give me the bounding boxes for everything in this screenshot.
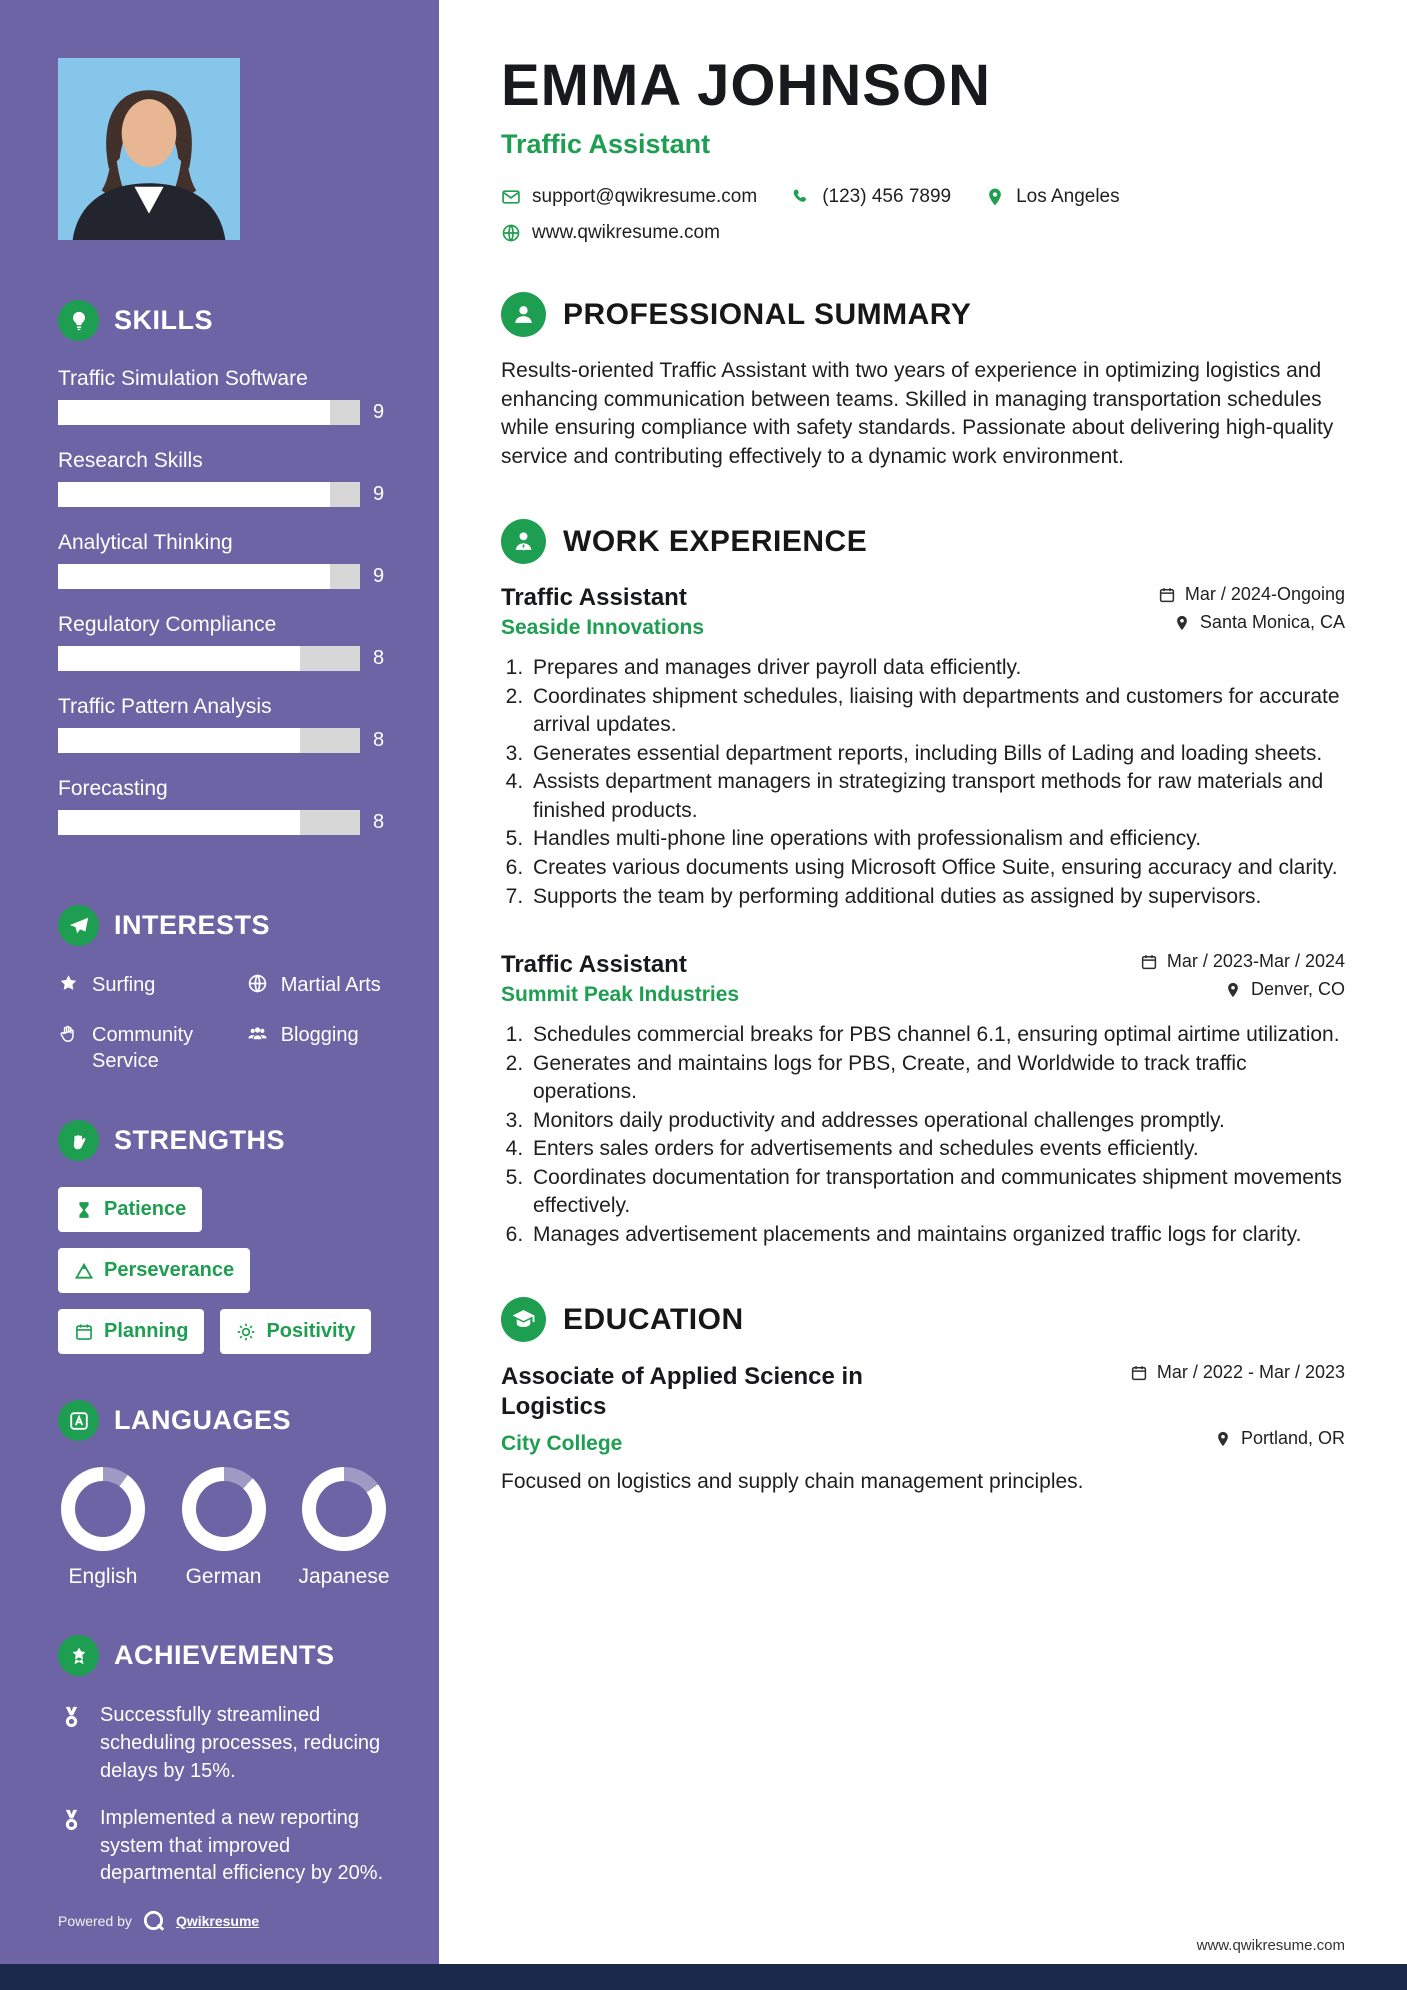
job-bullet: 2. Generates and maintains logs for PBS, Create, and Worldwide to track traffic operations. <box>529 1050 1345 1107</box>
person-name: EMMA JOHNSON <box>501 53 991 118</box>
language-donut-chart <box>61 1467 145 1551</box>
skill-score: 9 <box>373 401 385 424</box>
website-text: www.qwikresume.com <box>532 222 720 243</box>
skill-score: 9 <box>373 565 385 588</box>
job-bullet: 4. Enters sales orders for advertisements and schedules events efficiently. <box>529 1135 1345 1164</box>
skill-bar-fill <box>58 482 330 507</box>
experience-entry <box>501 951 1345 1249</box>
job-role: Traffic Assistant <box>501 584 687 612</box>
job-bullet: 1. Prepares and manages driver payroll data efficiently. <box>529 654 1345 683</box>
skill-bar <box>58 810 360 835</box>
achievement-text: Implemented a new reporting system that improved departmental efficiency by 20%. <box>100 1807 384 1885</box>
interest-label: Surfing <box>92 974 156 997</box>
skill-bar-fill <box>58 810 300 835</box>
person-tie-icon <box>501 519 546 564</box>
languages-section <box>58 1400 395 1589</box>
skill-score: 8 <box>373 647 385 670</box>
skill-label: Forecasting <box>58 777 168 801</box>
skill-bar-fill <box>58 646 300 671</box>
education-school: City College <box>501 1432 623 1456</box>
summary-section <box>501 292 1345 471</box>
calendar-icon <box>74 1322 94 1342</box>
achievement-item <box>58 1805 395 1888</box>
skill-item <box>58 695 395 753</box>
skill-label: Traffic Pattern Analysis <box>58 695 272 719</box>
powered-by-label: Powered by <box>58 1913 132 1929</box>
users-icon <box>247 1023 268 1044</box>
skill-item <box>58 531 395 589</box>
skill-bar-fill <box>58 400 330 425</box>
location-pin-icon <box>985 187 1005 207</box>
skills-title: SKILLS <box>114 305 214 336</box>
skill-label: Traffic Simulation Software <box>58 367 308 391</box>
hand-icon <box>58 1023 79 1044</box>
phone-icon <box>791 187 811 207</box>
skill-label: Regulatory Compliance <box>58 613 277 637</box>
skill-bar <box>58 728 360 753</box>
language-label: Japanese <box>298 1565 390 1589</box>
skill-bar <box>58 400 360 425</box>
strength-label: Planning <box>104 1320 189 1343</box>
location-contact <box>985 186 1120 208</box>
sidebar <box>0 0 439 1990</box>
skill-item <box>58 449 395 507</box>
skill-bar <box>58 564 360 589</box>
bulb-icon <box>58 300 99 341</box>
interest-label: Blogging <box>280 1024 359 1047</box>
interest-label: Community Service <box>92 1024 194 1073</box>
skill-label: Research Skills <box>58 449 203 473</box>
job-dates <box>1158 584 1345 605</box>
strengths-section <box>58 1120 395 1354</box>
job-dates <box>1140 951 1345 972</box>
job-location-text: Santa Monica, CA <box>1199 612 1345 633</box>
star-icon <box>58 973 79 994</box>
medal-icon <box>58 1807 85 1834</box>
language-item <box>299 1467 389 1589</box>
interest-item <box>58 1022 247 1074</box>
mountain-icon <box>74 1261 94 1281</box>
skill-item <box>58 777 395 835</box>
language-item <box>179 1467 269 1589</box>
medal-icon <box>58 1704 85 1731</box>
calendar-icon <box>1140 953 1158 971</box>
email-contact[interactable] <box>501 186 757 208</box>
job-bullet: 2. Coordinates shipment schedules, liaising with departments and customers for accurate arrival updates. <box>529 683 1345 740</box>
skill-score: 8 <box>373 729 385 752</box>
skill-bar <box>58 646 360 671</box>
main-content <box>439 0 1407 1990</box>
strength-chip <box>58 1187 202 1232</box>
interests-title: INTERESTS <box>114 910 271 941</box>
job-bullet: 6. Manages advertisement placements and maintains organized traffic logs for clarity. <box>529 1221 1345 1250</box>
hourglass-icon <box>74 1200 94 1220</box>
job-bullet-list <box>501 654 1345 911</box>
job-bullet: 6. Creates various documents using Microsoft Office Suite, ensuring accuracy and clarity. <box>529 854 1345 883</box>
job-bullet-list <box>501 1021 1345 1249</box>
profile-photo <box>58 58 240 240</box>
location-text: Los Angeles <box>1016 186 1120 207</box>
strength-chip <box>58 1309 204 1354</box>
interest-item <box>247 1022 395 1074</box>
job-company: Summit Peak Industries <box>501 983 740 1007</box>
envelope-icon <box>501 187 521 207</box>
interest-label: Martial Arts <box>280 974 381 997</box>
job-bullet: 5. Coordinates documentation for transportation and communicates shipment movements effectively. <box>529 1164 1345 1221</box>
experience-section <box>501 519 1345 1249</box>
bottom-bar <box>0 1964 1407 1990</box>
skills-section <box>58 300 395 859</box>
skill-label: Analytical Thinking <box>58 531 233 555</box>
job-bullet: 5. Handles multi-phone line operations with professionalism and efficiency. <box>529 825 1345 854</box>
qwikresume-brand-link[interactable]: Qwikresume <box>175 1913 260 1929</box>
languages-title: LANGUAGES <box>114 1405 292 1436</box>
language-label: English <box>68 1565 138 1589</box>
globe-icon <box>247 973 268 994</box>
pin-icon <box>1214 1430 1232 1448</box>
person-job-title: Traffic Assistant <box>501 129 711 159</box>
achievement-item <box>58 1702 395 1785</box>
skill-item <box>58 367 395 425</box>
sun-icon <box>236 1322 256 1342</box>
resume-header <box>501 52 1345 244</box>
achievement-text: Successfully streamlined scheduling processes, reducing delays by 15%. <box>100 1704 381 1782</box>
education-dates-text: Mar / 2022 - Mar / 2023 <box>1156 1362 1345 1383</box>
summary-text: Results-oriented Traffic Assistant with two years of experience in optimizing logistics and enhancing communication between teams. Skilled in managing transportation schedules while ensuring compliance with safety standards. Passionate about delivering high-quality service and contributing effectively to a dynamic work environment. <box>501 359 1334 468</box>
job-location <box>1173 612 1345 633</box>
pin-icon <box>1173 614 1191 632</box>
skill-item <box>58 613 395 671</box>
powered-by <box>58 1908 395 1934</box>
job-bullet: 1. Schedules commercial breaks for PBS channel 6.1, ensuring optimal airtime utilization. <box>529 1021 1345 1050</box>
website-contact[interactable] <box>501 222 720 244</box>
education-section <box>501 1297 1345 1494</box>
education-title: EDUCATION <box>563 1302 744 1336</box>
calendar-icon <box>1130 1364 1148 1382</box>
person-icon <box>501 292 546 337</box>
footer-website-link[interactable]: www.qwikresume.com <box>1196 1937 1345 1954</box>
paper-plane-icon <box>58 905 99 946</box>
interests-section <box>58 905 395 1074</box>
strength-chip <box>220 1309 371 1354</box>
job-role: Traffic Assistant <box>501 951 687 979</box>
experience-title: WORK EXPERIENCE <box>563 524 868 558</box>
job-bullet: 4. Assists department managers in strategizing transport methods for raw materials and finished products. <box>529 768 1345 825</box>
summary-title: PROFESSIONAL SUMMARY <box>563 297 972 331</box>
phone-text: (123) 456 7899 <box>822 186 952 207</box>
job-company: Seaside Innovations <box>501 616 705 640</box>
education-degree: Associate of Applied Science in Logistics <box>501 1363 863 1421</box>
job-bullet: 3. Generates essential department reports, including Bills of Lading and loading sheets. <box>529 740 1345 769</box>
profile-photo-illustration <box>58 58 240 240</box>
job-bullet: 3. Monitors daily productivity and addresses operational challenges promptly. <box>529 1107 1345 1136</box>
skill-score: 9 <box>373 483 385 506</box>
language-label: German <box>185 1565 262 1589</box>
education-location <box>1214 1428 1345 1449</box>
job-location-text: Denver, CO <box>1250 979 1345 1000</box>
strength-chip <box>58 1248 250 1293</box>
pin-icon <box>1224 981 1242 999</box>
job-dates-text: Mar / 2024-Ongoing <box>1184 584 1345 605</box>
education-location-text: Portland, OR <box>1240 1428 1345 1449</box>
calendar-icon <box>1158 586 1176 604</box>
interest-item <box>58 972 247 998</box>
star-badge-icon <box>58 1635 99 1676</box>
fist-icon <box>58 1120 99 1161</box>
achievements-title: ACHIEVEMENTS <box>114 1640 335 1671</box>
language-donut-chart <box>302 1467 386 1551</box>
strengths-title: STRENGTHS <box>114 1125 286 1156</box>
skill-score: 8 <box>373 811 385 834</box>
skill-bar-fill <box>58 564 330 589</box>
strength-label: Patience <box>104 1198 187 1221</box>
language-icon <box>58 1400 99 1441</box>
language-item <box>58 1467 148 1589</box>
email-text: support@qwikresume.com <box>532 186 758 207</box>
achievements-section <box>58 1635 395 1908</box>
skill-bar-fill <box>58 728 300 753</box>
education-entry <box>501 1362 1345 1494</box>
skill-bar <box>58 482 360 507</box>
qwikresume-logo-icon <box>141 1908 167 1934</box>
strength-label: Perseverance <box>104 1259 235 1282</box>
job-dates-text: Mar / 2023-Mar / 2024 <box>1166 951 1345 972</box>
interest-item <box>247 972 395 998</box>
strength-label: Positivity <box>266 1320 356 1343</box>
education-note: Focused on logistics and supply chain management principles. <box>501 1470 1084 1494</box>
language-donut-chart <box>182 1467 266 1551</box>
globe-icon <box>501 223 521 243</box>
experience-entry <box>501 584 1345 911</box>
graduation-cap-icon <box>501 1297 546 1342</box>
education-dates <box>1130 1362 1345 1383</box>
job-bullet: 7. Supports the team by performing additional duties as assigned by supervisors. <box>529 883 1345 912</box>
job-location <box>1224 979 1345 1000</box>
phone-contact <box>791 186 951 208</box>
